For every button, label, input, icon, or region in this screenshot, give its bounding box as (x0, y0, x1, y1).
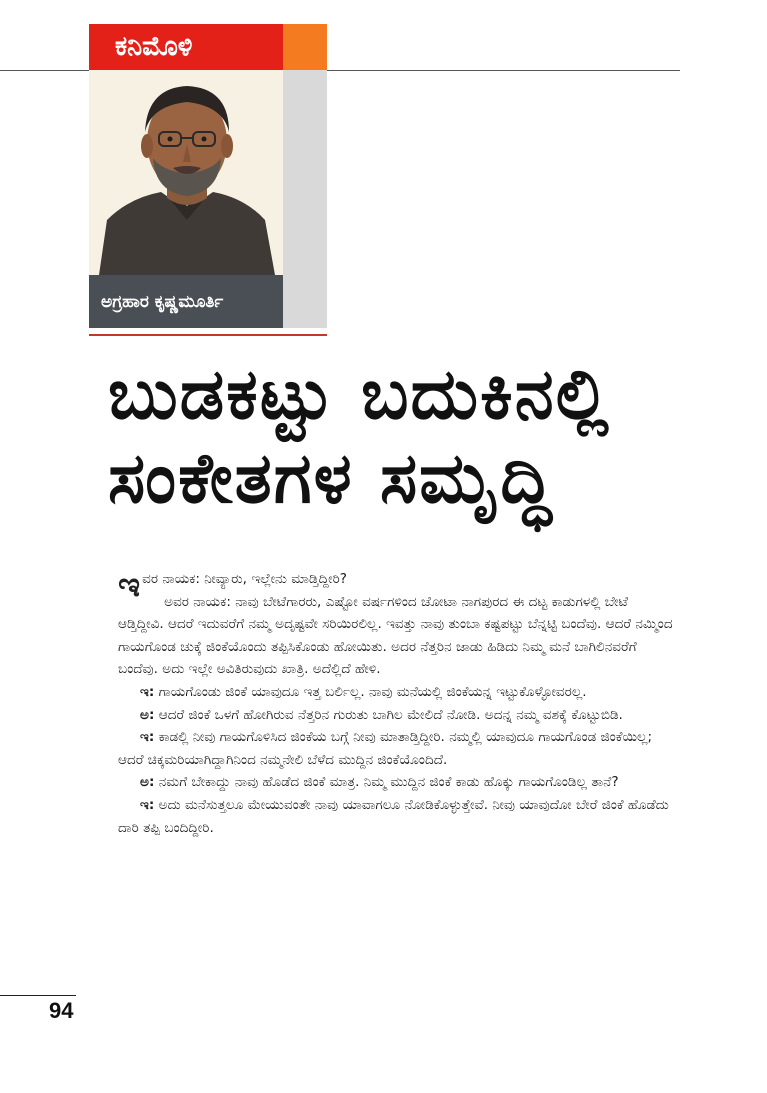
drop-cap: ಇ (118, 565, 141, 605)
paragraph-5 (118, 726, 678, 771)
speaker-tag: ಅ: (140, 774, 155, 791)
page-number: 94 (49, 998, 74, 1023)
paragraph-1 (118, 565, 678, 605)
paragraph-6-text: ನಮಗೆ ಬೇಕಾದ್ದು ನಾವು ಹೊಡೆದ ಜಿಂಕೆ ಮಾತ್ರ. ನಿಮ್ಮ ಮುದ್ದಿನ ಜಿಂಕೆ ಕಾಡು ಹೊಕ್ಕು ಗಾಯಗೊಂಡಿಲ್ಲ ತಾನೆ? (158, 774, 619, 791)
paragraph-7-text: ಅದು ಮನೆಸುತ್ತಲೂ ಮೇಯುವಂತೇ ನಾವು ಯಾವಾಗಲೂ ನೋಡಿಕೊಳ್ಳುತ್ತೇವೆ. ನೀವು ಯಾವುದೋ ಬೇರೆ ಜಿಂಕೆ ಹೊಡೆದು ದಾರಿ ತಪ್ಪಿ ಬಂದಿದ್ದೀರಿ. (118, 796, 669, 836)
paragraph-4 (118, 704, 678, 727)
headline-line-2: ಸಂಕೇತಗಳ ಸಮೃದ್ಧಿ (108, 437, 554, 519)
speaker-tag: ಇ: (140, 683, 155, 700)
paragraph-1-text: ವರ ನಾಯಕ: ನೀವ್ಯಾರು, ಇಲ್ಲೇನು ಮಾಡ್ತಿದ್ದೀರಿ? (142, 571, 348, 587)
headline-line-1: ಬುಡಕಟ್ಟು ಬದುಕಿನಲ್ಲಿ (108, 353, 611, 435)
author-name: ಅಗ್ರಹಾರ ಕೃಷ್ಣಮೂರ್ತಿ (89, 275, 283, 328)
page-number-rule (0, 995, 76, 996)
author-photo (89, 70, 283, 275)
speaker-tag: ಅ: (140, 706, 155, 723)
speaker-tag: ಇ: (140, 796, 155, 813)
article-body (118, 565, 678, 839)
paragraph-3 (118, 681, 678, 704)
grey-accent-strip (283, 70, 327, 328)
paragraph-4-text: ಆದರೆ ಜಿಂಕೆ ಒಳಗೆ ಹೋಗಿರುವ ನೆತ್ತರಿನ ಗುರುತು ಬಾಗಿಲ ಮೇಲಿದೆ ನೋಡಿ. ಅದನ್ನ ನಮ್ಮ ವಶಕ್ಕೆ ಕೊಟ್ಟುಬಿಡಿ. (158, 706, 623, 723)
paragraph-6 (118, 771, 678, 794)
speaker-tag: ಇ: (140, 729, 155, 746)
paragraph-2: ಅವರ ನಾಯಕ: ನಾವು ಬೇಟೆಗಾರರು, ಎಷ್ಟೋ ವರ್ಷಗಳಿಂದ ಚೋಟಾ ನಾಗಪುರದ ಈ ದಟ್ಟ ಕಾಡುಗಳಲ್ಲಿ ಬೇಟೆ ಆಡ್ತಿದ್ದೀವಿ. ಆದರೆ ಇದುವರೆಗೆ ನಮ್ಮ ಅದೃಷ್ಟವೇ ಸರಿಯಿರಲಿಲ್ಲ. ಇವತ್ತು ನಾವು ತುಂಬಾ ಕಷ್ಟಪಟ್ಟು ಬೆನ್ನಟ್ಟಿ ಬಂದೆವು. ಆದರೆ ನಮ್ಮಿಂದ ಗಾಯಗೊಂಡ ಚುಕ್ಕೆ ಜಿಂಕೆಯೊಂದು ತಪ್ಪಿಸಿಕೊಂಡು ಹೋಯಿತು. ಅದರ ನೆತ್ತರಿನ ಜಾಡು ಹಿಡಿದು ನಿಮ್ಮ ಮನೆ ಬಾಗಿಲಿನವರೆಗೆ ಬಂದೆವು. ಅದು ಇಲ್ಲೇ ಅವಿತಿರುವುದು ಖಾತ್ರಿ. ಅದೆಲ್ಲಿದೆ ಹೇಳಿ. (118, 593, 673, 678)
author-portrait-image (89, 70, 283, 275)
headline (108, 352, 708, 520)
column-label: ಕನಿಮೊಳಿ (89, 24, 283, 70)
orange-accent-block (283, 24, 327, 70)
paragraph-3-text: ಗಾಯಗೊಂಡು ಜಿಂಕೆ ಯಾವುದೂ ಇತ್ತ ಬರ್ಲಿಲ್ಲ. ನಾವು ಮನೆಯಲ್ಲಿ ಜಿಂಕೆಯನ್ನ ಇಟ್ಟುಕೊಳ್ಳೋವರಲ್ಲ. (158, 683, 587, 700)
paragraph-5-text: ಕಾಡಲ್ಲಿ ನೀವು ಗಾಯಗೊಳಿಸಿದ ಜಿಂಕೆಯ ಬಗ್ಗೆ ನೀವು ಮಾತಾಡ್ತಿದ್ದೀರಿ. ನಮ್ಮಲ್ಲಿ ಯಾವುದೂ ಗಾಯಗೊಂಡ ಜಿಂಕೆಯಿಲ್ಲ; ಆದರೆ ಚಿಕ್ಕಮರಿಯಾಗಿದ್ದಾಗಿನಿಂದ ನಮ್ಮನೇಲಿ ಬೆಳೆದ ಮುದ್ದಿನ ಜಿಂಕೆಯೊಂದಿದೆ. (118, 729, 653, 768)
author-underline (89, 334, 327, 336)
paragraph-7 (118, 794, 678, 839)
